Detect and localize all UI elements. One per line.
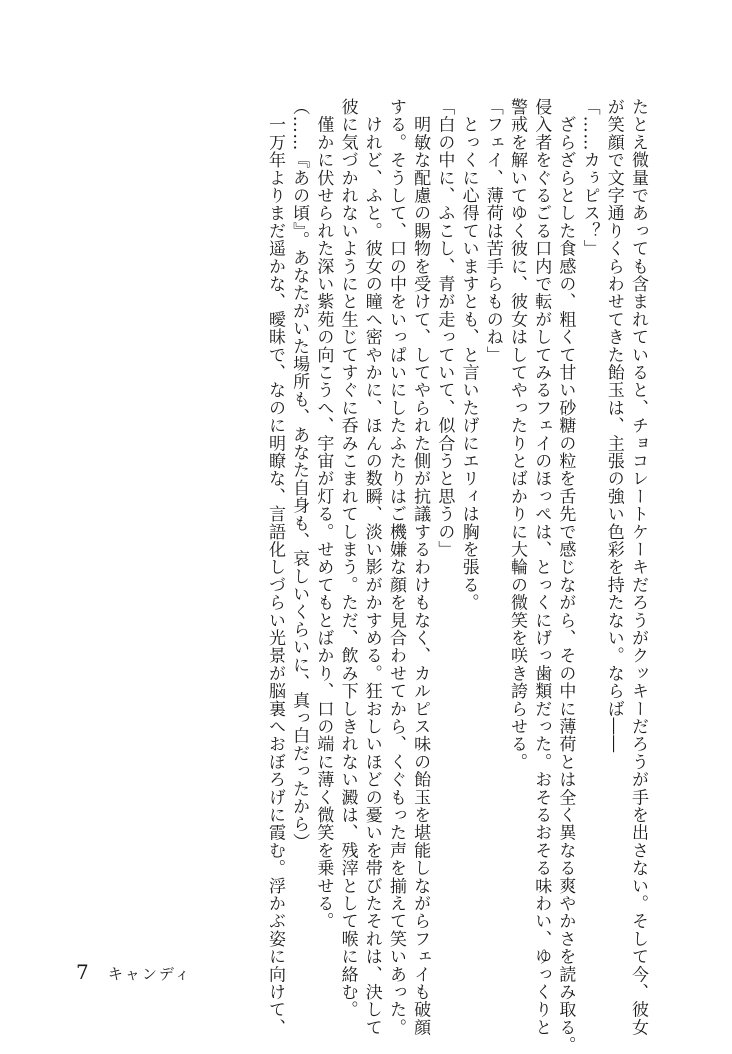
text-line: 「白の中に、ふこし、青が走っていて、似合うと思うの」	[434, 98, 455, 559]
text-line: 一万年よりまだ遥かな、曖昧で、なのに明瞭な、言語化しづらい光景が脳裏へおぼろげに霞む。浮かぶ姿に向けて、	[264, 98, 285, 1037]
text-line: 「フェイ、薄荷は苦手らものね」	[482, 98, 503, 364]
text-line: （……『あの頃』。あなたがいた場所も、あなた自身も、哀しいくらいに、真っ白だったから）	[289, 98, 310, 851]
text-line: けれど、ふと。彼女の瞳へ密やかに、ほんの数瞬、淡い影がかすめる。狂おしいほどの憂いを帯びたそれは、決して	[361, 98, 382, 1037]
running-title: キャンディ	[107, 965, 192, 983]
page-number: 7	[76, 960, 89, 984]
text-line: 明敏な配慮の賜物を受けて、してやられた側が抗議するわけもなく、カルピス味の飴玉を堪能しながらフェイも破顔	[410, 98, 431, 1037]
text-line: 僅かに伏せられた深い紫苑の向こうへ、宇宙が灯る。せめてもとばかり、口の端に薄く微笑を乗せる。	[313, 98, 334, 930]
text-line: 彼に気づかれないようにと生じてすぐに呑みこまれてしまう。ただ、飲み下しきれない澱は、残滓として喉に絡む。	[337, 98, 358, 1019]
text-line: 侵入者をぐるごる口内で転がしてみるフェイのほっぺは、とっくにげっ歯類だった。おそるおそる味わい、ゆっくりと	[531, 98, 552, 1037]
text-line: とっくに心得ていますとも、と言いたげにエリィは胸を張る。	[458, 98, 479, 612]
text-line: が笑顔で文字通りくらわせてきた飴玉は、主張の強い色彩を持たない。ならば――	[603, 98, 624, 753]
text-line: 「……カぅピス？」	[579, 98, 600, 258]
text-line: たとえ微量であっても含まれていると、チョコレートケーキだろうがクッキーだろうが手を出さない。そして今、彼女	[628, 98, 648, 1037]
text-line: 警戒を解いてゆく彼に、彼女はしてやったりとばかりに大輪の微笑を咲き誇らせる。	[506, 98, 527, 771]
text-line: する。そうして、口の中をいっぱいにしたふたりはご機嫌な顔を見合わせてから、くぐもった声を揃えて笑いあった。	[385, 98, 406, 1037]
page-footer	[76, 960, 192, 984]
text-line: ざらざらとした食感の、粗くて甘い砂糖の粒を舌先で感じながら、その中に薄荷とは全く異なる爽やかさを読み取る。	[555, 98, 576, 1054]
